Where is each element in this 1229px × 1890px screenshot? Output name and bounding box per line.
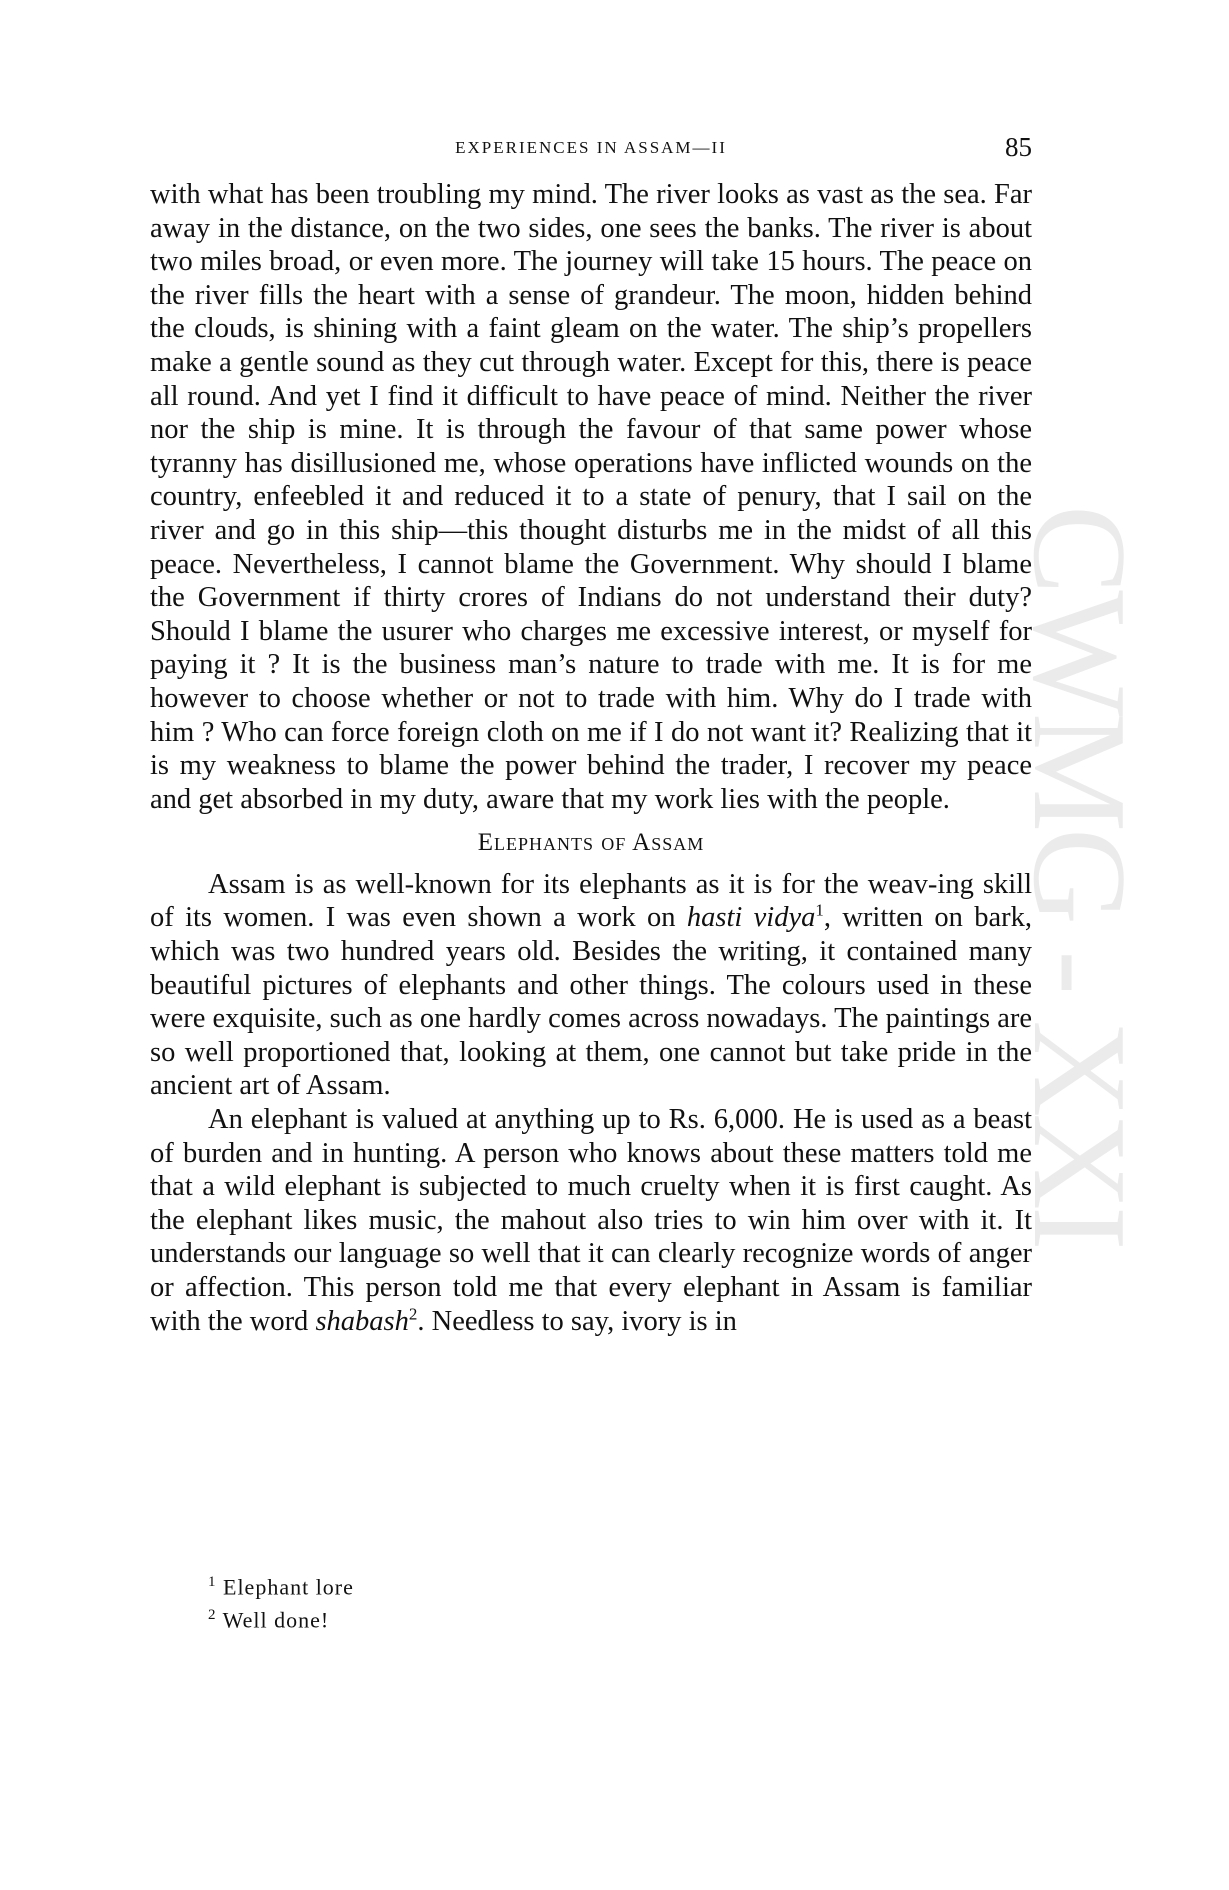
term-shabash: shabash bbox=[315, 1305, 409, 1337]
term-hasti-vidya: hasti vidya bbox=[686, 902, 816, 934]
paragraph-3-text-b: . Needless to say, ivory is in bbox=[417, 1305, 737, 1337]
paragraph-2 bbox=[150, 868, 1032, 1103]
footnote-marker: 1 bbox=[208, 1574, 217, 1590]
footnote-text: Elephant lore bbox=[223, 1574, 354, 1600]
footnote-text: Well done! bbox=[222, 1607, 330, 1633]
footnote-1 bbox=[208, 1568, 354, 1601]
page-number: 85 bbox=[1005, 132, 1032, 162]
footnote-ref-2: 2 bbox=[408, 1304, 418, 1324]
paragraph-1: with what has been troubling my mind. The river looks as vast as the sea. Far away in the distance, on the two sides, one sees the banks. The river is about two miles broad, or even more. The journey will take 15 hours. The peace on the river fills the heart with a sense of grandeur. The moon, hidden behind the clouds, is shining with a faint gleam on the water. The ship’s propellers make a gentle sound as they cut through water. Except for this, there is peace all round. And yet I find it difficult to have peace of mind. Neither the river nor the ship is mine. It is through the favour of that same power whose tyranny has disillusioned me, whose operations have inflicted wounds on the country, enfeebled it and reduced it to a state of penury, that I sail on the river and go in this ship—this thought disturbs me in the midst of all this peace. Nevertheless, I cannot blame the Government. Why should I blame the Government if thirty crores of Indians do not understand their duty? Should I blame the usurer who charges me excessive interest, or myself for paying it ? It is the business man’s nature to trade with me. It is for me however to choose whether or not to trade with him. Why do I trade with him ? Who can force foreign cloth on me if I do not want it? Realizing that it is my weakness to blame the power behind the trader, I recover my peace and get absorbed in my duty, aware that my work lies with the people. bbox=[150, 179, 1032, 815]
footnotes bbox=[208, 1568, 354, 1635]
footnote-2 bbox=[208, 1601, 354, 1634]
paragraph-3 bbox=[150, 1103, 1032, 1338]
watermark: CWMG - XXI bbox=[1006, 505, 1154, 1247]
paragraph-2-text-a: Assam is as well-known for its elephants as it is for the weav-ing skill of its women. I was even shown a work on bbox=[150, 868, 1032, 934]
page-header bbox=[150, 132, 1032, 168]
section-heading: Elephants of Assam bbox=[477, 829, 705, 857]
main-text bbox=[150, 178, 1032, 1338]
paragraph-2-text-b: , written on bark, which was two hundred years old. Besides the writing, it contained many beautiful pictures of elephants and other things. The colours used in these were exquisite, such as one hardly comes across nowadays. The paintings are so well proportioned that, looking at them, one cannot but take pride in the ancient art of Assam. bbox=[150, 902, 1032, 1102]
footnote-ref-1: 1 bbox=[815, 900, 824, 920]
footnote-marker: 2 bbox=[208, 1607, 217, 1624]
paragraph-3-text-a: An elephant is valued at anything up to Rs. 6,000. He is used as a beast of burden and in hunting. A person who knows about these matters told me that a wild elephant is subjected to much cruelty when it is first caught. As the elephant likes music, the mahout also tries to win him over with it. It understands our language so well that it can clearly recognize words of anger or affection. This person told me that every elephant in Assam is familiar with the word bbox=[150, 1104, 1032, 1337]
running-head: EXPERIENCES IN ASSAM—II bbox=[455, 138, 727, 157]
